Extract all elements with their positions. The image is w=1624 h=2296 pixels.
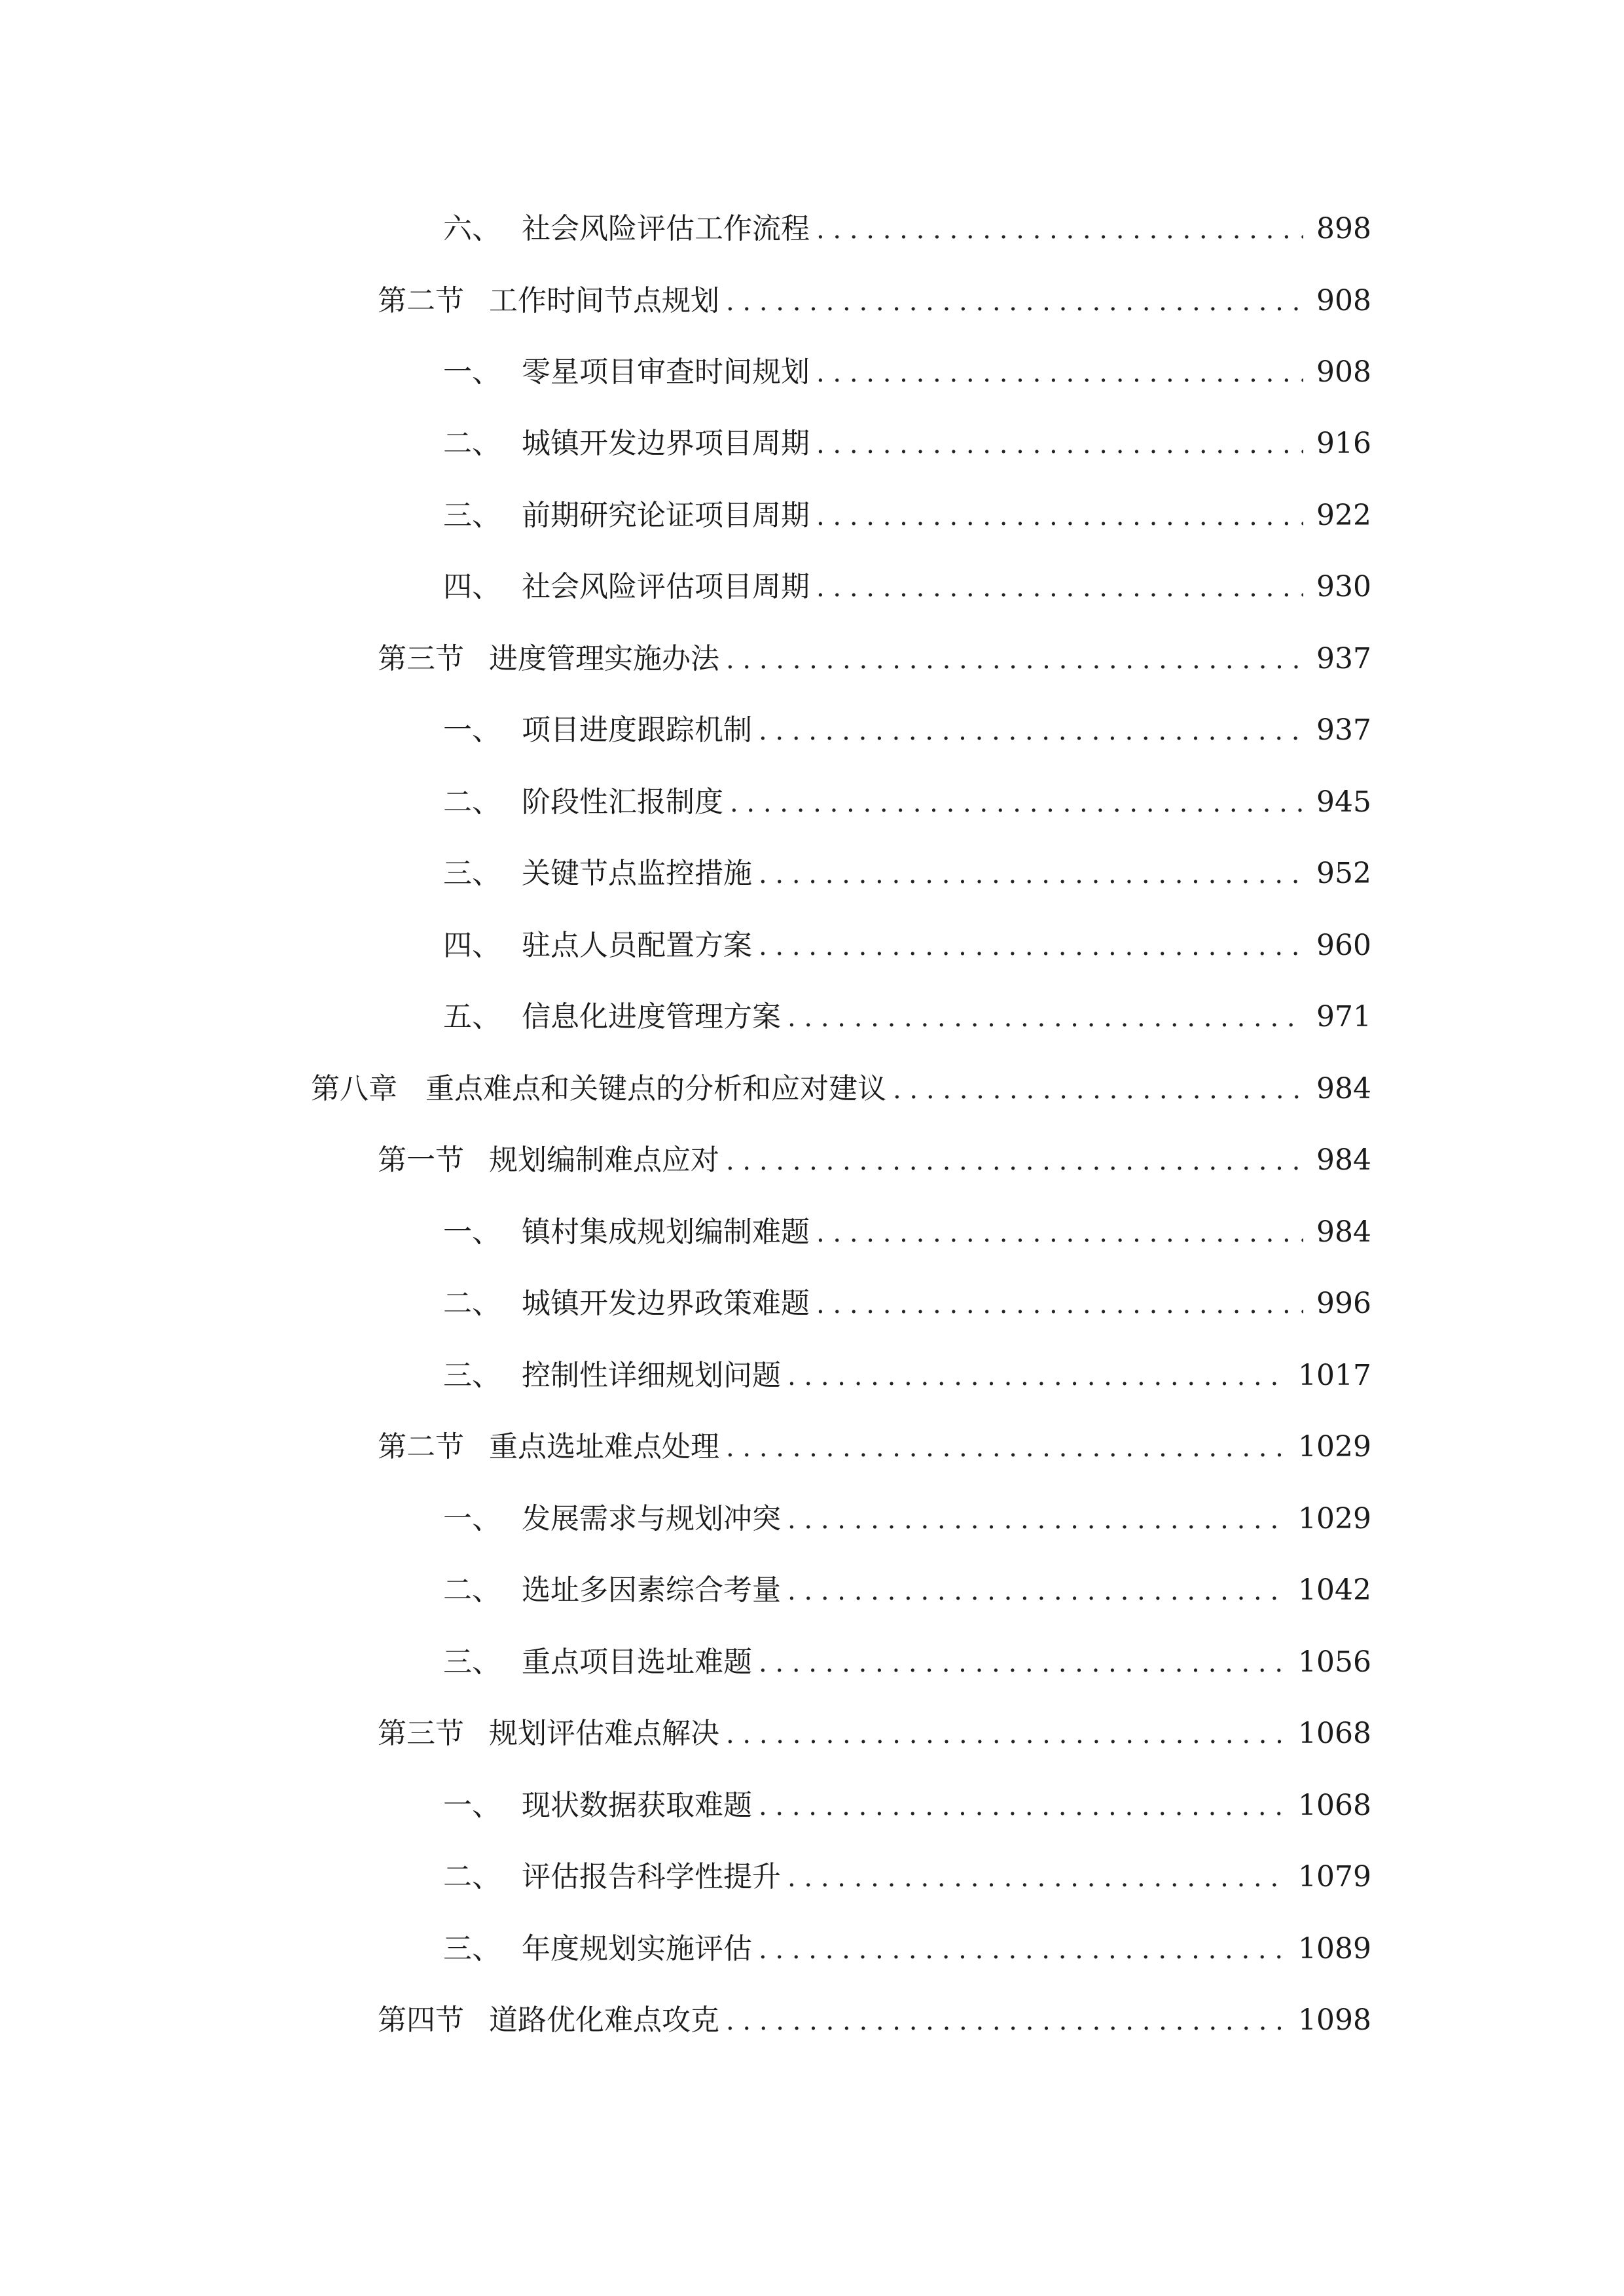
- entry-page-number: 1089: [1298, 1932, 1371, 1965]
- dot-leader: [759, 705, 1303, 757]
- entry-title: 项目进度跟踪机制: [522, 713, 752, 747]
- dot-leader: [816, 1207, 1303, 1259]
- toc-entry[interactable]: [378, 1421, 1371, 1473]
- entry-title: 城镇开发边界项目周期: [522, 427, 810, 460]
- toc-entry[interactable]: [378, 275, 1371, 327]
- entry-number: 三、: [443, 1645, 501, 1679]
- entry-title: 规划编制难点应对: [489, 1143, 719, 1177]
- dot-leader: [726, 1135, 1303, 1187]
- entry-number: 第二节: [378, 284, 464, 317]
- dot-leader: [787, 1565, 1289, 1617]
- toc-entry[interactable]: [443, 418, 1371, 470]
- entry-number: 第三节: [378, 642, 464, 675]
- toc-entry[interactable]: [443, 848, 1371, 900]
- toc-entry[interactable]: [443, 490, 1371, 542]
- toc-entry[interactable]: [378, 1134, 1371, 1187]
- entry-page-number: 1017: [1298, 1359, 1371, 1392]
- dot-leader: [816, 490, 1303, 543]
- dot-leader: [759, 848, 1303, 901]
- entry-page-number: 984: [1316, 1215, 1371, 1249]
- toc-entry[interactable]: [443, 704, 1371, 757]
- dot-leader: [816, 204, 1303, 256]
- dot-leader: [759, 1924, 1289, 1976]
- entry-page-number: 984: [1316, 1072, 1371, 1105]
- entry-title: 现状数据获取难题: [522, 1789, 752, 1822]
- entry-page-number: 1029: [1298, 1502, 1371, 1535]
- dot-leader: [726, 1995, 1289, 2047]
- toc-entry[interactable]: [443, 920, 1371, 972]
- entry-page-number: 984: [1316, 1143, 1371, 1177]
- dot-leader: [893, 1064, 1303, 1116]
- dot-leader: [816, 562, 1303, 614]
- toc-entry[interactable]: [443, 203, 1371, 255]
- dot-leader: [726, 634, 1303, 686]
- dot-leader: [816, 418, 1303, 471]
- dot-leader: [759, 920, 1303, 973]
- dot-leader: [730, 777, 1303, 829]
- entry-page-number: 908: [1316, 355, 1371, 389]
- entry-number: 四、: [443, 929, 501, 962]
- entry-number: 二、: [443, 785, 501, 819]
- entry-number: 第三节: [378, 1717, 464, 1750]
- dot-leader: [816, 347, 1303, 399]
- entry-title: 发展需求与规划冲突: [522, 1502, 781, 1535]
- entry-number: 一、: [443, 355, 501, 389]
- entry-number: 第一节: [378, 1143, 464, 1177]
- entry-page-number: 1079: [1298, 1860, 1371, 1893]
- entry-page-number: 898: [1316, 212, 1371, 245]
- dot-leader: [726, 276, 1303, 328]
- entry-title: 零星项目审查时间规划: [522, 355, 810, 389]
- entry-page-number: 1068: [1298, 1717, 1371, 1750]
- toc-entry[interactable]: [443, 1350, 1371, 1402]
- entry-page-number: 937: [1316, 713, 1371, 747]
- dot-leader: [787, 1494, 1289, 1546]
- entry-page-number: 930: [1316, 570, 1371, 603]
- entry-page-number: 996: [1316, 1287, 1371, 1320]
- entry-title: 信息化进度管理方案: [522, 1000, 781, 1033]
- toc-entry[interactable]: [443, 1851, 1371, 1903]
- entry-number: 四、: [443, 570, 501, 603]
- entry-title: 镇村集成规划编制难题: [522, 1215, 810, 1249]
- toc-entry[interactable]: [443, 991, 1371, 1043]
- entry-number: 二、: [443, 1287, 501, 1320]
- entry-title: 进度管理实施办法: [489, 642, 719, 675]
- dot-leader: [726, 1422, 1289, 1474]
- dot-leader: [759, 1780, 1289, 1833]
- entry-number: 第二节: [378, 1430, 464, 1463]
- entry-page-number: 916: [1316, 427, 1371, 460]
- entry-title: 重点选址难点处理: [489, 1430, 719, 1463]
- toc-entry[interactable]: [311, 1063, 1371, 1115]
- dot-leader: [787, 1852, 1289, 1904]
- entry-number: 一、: [443, 1789, 501, 1822]
- entry-title: 工作时间节点规划: [489, 284, 719, 317]
- entry-number: 三、: [443, 499, 501, 532]
- entry-page-number: 908: [1316, 284, 1371, 317]
- dot-leader: [759, 1637, 1289, 1689]
- entry-number: 五、: [443, 1000, 501, 1033]
- entry-page-number: 1098: [1298, 2003, 1371, 2037]
- entry-title: 道路优化难点攻克: [489, 2003, 719, 2037]
- entry-number: 二、: [443, 1573, 501, 1607]
- toc-entry[interactable]: [443, 776, 1371, 829]
- entry-number: 一、: [443, 1215, 501, 1249]
- dot-leader: [787, 1350, 1289, 1403]
- entry-title: 评估报告科学性提升: [522, 1860, 781, 1893]
- entry-title: 前期研究论证项目周期: [522, 499, 810, 532]
- entry-page-number: 971: [1316, 1000, 1371, 1033]
- toc-entry[interactable]: [443, 346, 1371, 399]
- toc-entry[interactable]: [378, 1708, 1371, 1760]
- toc-entry[interactable]: [443, 1780, 1371, 1832]
- entry-number: 第八章: [311, 1072, 397, 1105]
- entry-title: 阶段性汇报制度: [522, 785, 723, 819]
- entry-page-number: 1042: [1298, 1573, 1371, 1607]
- entry-number: 二、: [443, 427, 501, 460]
- toc-entry[interactable]: [443, 1564, 1371, 1617]
- toc-entry[interactable]: [443, 1206, 1371, 1259]
- entry-title: 驻点人员配置方案: [522, 929, 752, 962]
- entry-title: 规划评估难点解决: [489, 1717, 719, 1750]
- entry-title: 年度规划实施评估: [522, 1932, 752, 1965]
- toc-entry[interactable]: [443, 1923, 1371, 1975]
- toc-entry[interactable]: [443, 1493, 1371, 1545]
- entry-title: 城镇开发边界政策难题: [522, 1287, 810, 1320]
- toc-entry[interactable]: [378, 1994, 1371, 2047]
- entry-title: 选址多因素综合考量: [522, 1573, 781, 1607]
- entry-title: 重点难点和关键点的分析和应对建议: [425, 1072, 886, 1105]
- entry-page-number: 960: [1316, 929, 1371, 962]
- entry-number: 二、: [443, 1860, 501, 1893]
- dot-leader: [726, 1708, 1289, 1761]
- toc-entry[interactable]: [443, 561, 1371, 613]
- entry-number: 三、: [443, 857, 501, 890]
- entry-page-number: 1056: [1298, 1645, 1371, 1679]
- entry-page-number: 952: [1316, 857, 1371, 890]
- entry-number: 六、: [443, 212, 501, 245]
- entry-title: 社会风险评估工作流程: [522, 212, 810, 245]
- toc-entry[interactable]: [443, 1278, 1371, 1330]
- entry-title: 关键节点监控措施: [522, 857, 752, 890]
- entry-number: 第四节: [378, 2003, 464, 2037]
- entry-page-number: 937: [1316, 642, 1371, 675]
- entry-page-number: 922: [1316, 499, 1371, 532]
- entry-number: 三、: [443, 1932, 501, 1965]
- entry-number: 一、: [443, 713, 501, 747]
- entry-title: 重点项目选址难题: [522, 1645, 752, 1679]
- entry-page-number: 1029: [1298, 1430, 1371, 1463]
- entry-number: 三、: [443, 1359, 501, 1392]
- entry-number: 一、: [443, 1502, 501, 1535]
- entry-page-number: 945: [1316, 785, 1371, 819]
- toc-entry[interactable]: [443, 1636, 1371, 1689]
- dot-leader: [816, 1278, 1303, 1331]
- entry-title: 社会风险评估项目周期: [522, 570, 810, 603]
- dot-leader: [787, 992, 1303, 1044]
- toc-entry[interactable]: [378, 633, 1371, 685]
- entry-page-number: 1068: [1298, 1789, 1371, 1822]
- entry-title: 控制性详细规划问题: [522, 1359, 781, 1392]
